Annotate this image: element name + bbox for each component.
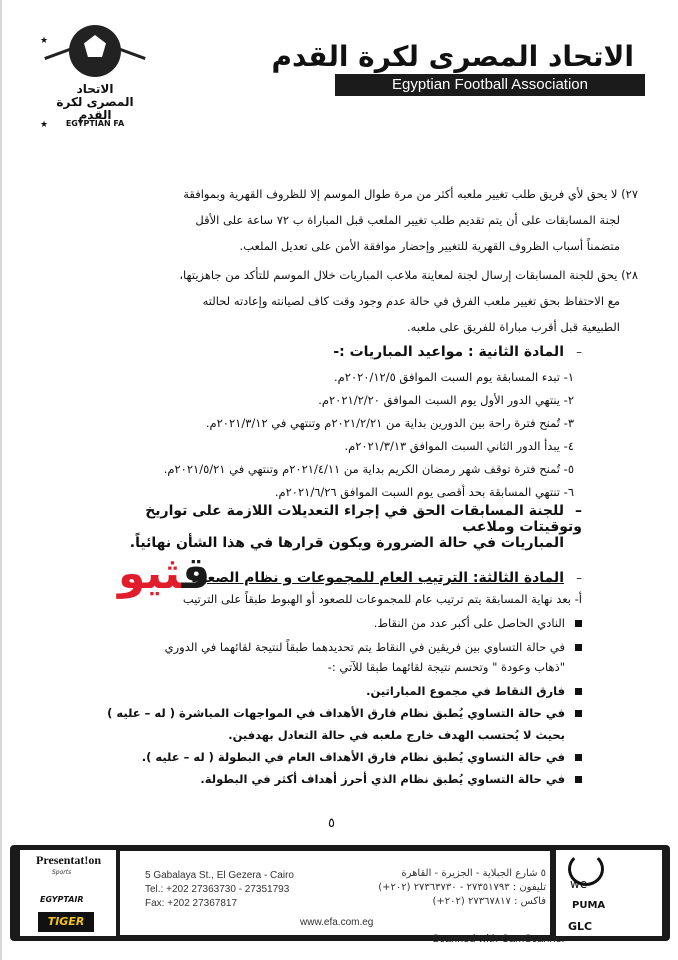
article-2-title: المادة الثانية : مواعيد المباريات :- xyxy=(333,344,564,360)
schedule-item: ٣- تُمنح فترة راحة بين الدورين بداية من ٢٠٢١/٢/٢١م وتنتهي في ٢٠٢١/٣/١٢م. xyxy=(205,416,574,430)
sponsor-puma: PUMA xyxy=(572,900,606,911)
criterion-text: في حالة التساوي يُطبق نظام فارق الأهداف في المواجهات المباشرة ( له – عليه ) xyxy=(107,706,565,720)
criterion-text: في حالة التساوي يُطبق نظام الذي أحرز أهداف أكثر في البطولة. xyxy=(200,772,565,786)
clause-28-line: الطبيعية قبل أقرب مباراة للفريق على ملعبه. xyxy=(407,320,620,334)
ranking-criterion xyxy=(107,706,582,742)
schedule-item: ٦- تنتهي المسابقة بحد أقصى يوم السبت الموافق ٢٠٢١/٦/٢٦م. xyxy=(274,485,574,499)
article-2-note xyxy=(82,503,582,551)
website-link[interactable]: www.efa.com.eg xyxy=(300,917,374,928)
logo-text-ar: الاتحاد المصرى لكرة القدم xyxy=(56,82,134,122)
note-text: للجنة المسابقات الحق في إجراء التعديلات اللازمة على تواريخ وتوقيتات وملاعب xyxy=(145,503,582,535)
bullet-icon xyxy=(575,644,582,651)
clause-27-line: ٢٧) لا يحق لأي فريق طلب تغيير ملعبه أكثر من مرة طوال الموسم إلا للظروف القهرية وبموافقة xyxy=(183,187,638,201)
criterion-text: "ذهاب وعودة " وتحسم نتيجة لقائهما طبقا للآتي :- xyxy=(327,660,565,674)
logo-text-en: EGYPTIAN FA xyxy=(65,119,125,128)
sponsor-tiger: TIGER xyxy=(38,912,94,932)
sponsor-presentation: Presentat!on xyxy=(36,853,102,867)
star-icon: ★ xyxy=(40,36,49,46)
address-en: 5 Gabalaya St., El Gezera - Cairo xyxy=(145,870,294,881)
criterion-text: بحيث لا يُحتسب الهدف خارج ملعبه في حالة التعادل بهدفين. xyxy=(228,728,565,742)
star-icon: ★ xyxy=(40,120,49,130)
ranking-criterion xyxy=(200,772,582,786)
ranking-criterion xyxy=(142,750,582,764)
fax-en: Fax: +202 27367817 xyxy=(145,898,238,909)
schedule-item: ١- تبدء المسابقة يوم السبت الموافق ٢٠٢٠/١٢/٥م. xyxy=(333,370,574,384)
bullet-icon xyxy=(575,754,582,761)
schedule-item: ٤- يبدأ الدور الثاني السبت الموافق ٢٠٢١/٣/١٣م. xyxy=(344,439,574,453)
page-number: ٥ xyxy=(328,816,335,831)
sponsor-egyptair: EGYPTAIR xyxy=(40,895,84,904)
sponsor-we: we xyxy=(570,877,588,891)
article-3-title: المادة الثالثة: الترتيب العام للمجموعات و نظام الصعود xyxy=(191,570,564,586)
ranking-criterion xyxy=(165,640,582,674)
criterion-text: فارق النقاط في مجموع المباراتين. xyxy=(366,684,565,698)
phone-en: Tel.: +202 27363730 - 27351793 xyxy=(145,884,290,895)
clause-28-line: مع الاحتفاظ بحق تغيير ملعب الفرق في حالة عدم وجود وقت كاف لصيانته وإعادته لحالته xyxy=(202,294,620,308)
article-3-intro: أ- بعد نهاية المسابقة يتم ترتيب عام للمجموعات للصعود أو الهبوط طبقاً على الترتيب xyxy=(182,592,582,606)
clause-27 xyxy=(68,181,638,259)
address-ar: ٥ شارع الجبلاية - الجزيرة - القاهرة xyxy=(401,868,546,879)
criterion-text: في حالة التساوي بين فريقين في النقاط يتم تحديدهما طبقاً لنتيجة لقائهما في الدوري xyxy=(164,640,565,654)
note-line: المباريات في حالة الضرورة ويكون قرارها في هذا الشأن نهائياً. xyxy=(129,535,564,551)
watermark-part: ثيو xyxy=(118,548,182,599)
dash-icon: – xyxy=(576,571,582,585)
fax-ar: فاكس : ٢٧٣٦٧٨١٧ (٢٠٢+) xyxy=(432,896,546,907)
article-3-heading xyxy=(192,570,582,586)
bullet-icon xyxy=(575,710,582,717)
watermark-part: ق xyxy=(181,548,211,599)
sponsor-presentation-sub: Sports xyxy=(52,869,72,876)
note-line xyxy=(82,503,582,535)
schedule-item: ٥- تُمنح فترة توقف شهر رمضان الكريم بداية من ٢٠٢١/٤/١١م وتنتهي في ٢٠٢١/٥/٢١م. xyxy=(163,462,574,476)
criterion-text: النادي الحاصل على أكبر عدد من النقاط. xyxy=(373,616,565,630)
bullet-icon xyxy=(575,620,582,627)
clause-27-line: لجنة المسابقات على أن يتم تقديم طلب تغيير الملعب قبل المباراة ب ٧٢ ساعة على الأقل xyxy=(195,213,620,227)
sponsor-glc: GLC xyxy=(568,920,593,933)
scanner-watermark: Scanned with CamScanner xyxy=(432,933,566,945)
clause-28 xyxy=(68,262,638,340)
schedule-item: ٢- ينتهي الدور الأول يوم السبت الموافق ٢٠٢١/٢/٢٠م. xyxy=(318,393,574,407)
article-2-heading xyxy=(333,344,582,360)
dash-icon: – xyxy=(575,503,582,519)
phone-ar: تليفون : ٢٧٣٥١٧٩٣ - ٢٧٣٦٣٧٣٠ (٢٠٢+) xyxy=(378,882,546,893)
bullet-icon xyxy=(575,688,582,695)
association-name-ar: الاتحاد المصرى لكرة القدم xyxy=(271,40,634,73)
clause-28-line: ٢٨) يحق للجنة المسابقات إرسال لجنة لمعاينة ملاعب المباريات خلال الموسم للتأكد من جاهزيتها، xyxy=(179,268,638,282)
bullet-icon xyxy=(575,776,582,783)
dash-icon: – xyxy=(576,345,582,359)
efa-logo xyxy=(55,25,135,135)
association-name-en: Egyptian Football Association xyxy=(335,74,645,96)
ranking-criterion xyxy=(374,616,582,630)
clause-27-line: متضمناً أسباب الظروف القهرية للتغيير وإحضار موافقة الأمن على تعديل الملعب. xyxy=(239,239,620,253)
ranking-criterion xyxy=(366,684,582,698)
criterion-text: في حالة التساوي يُطبق نظام فارق الأهداف العام في البطولة ( له – عليه ). xyxy=(141,750,565,764)
